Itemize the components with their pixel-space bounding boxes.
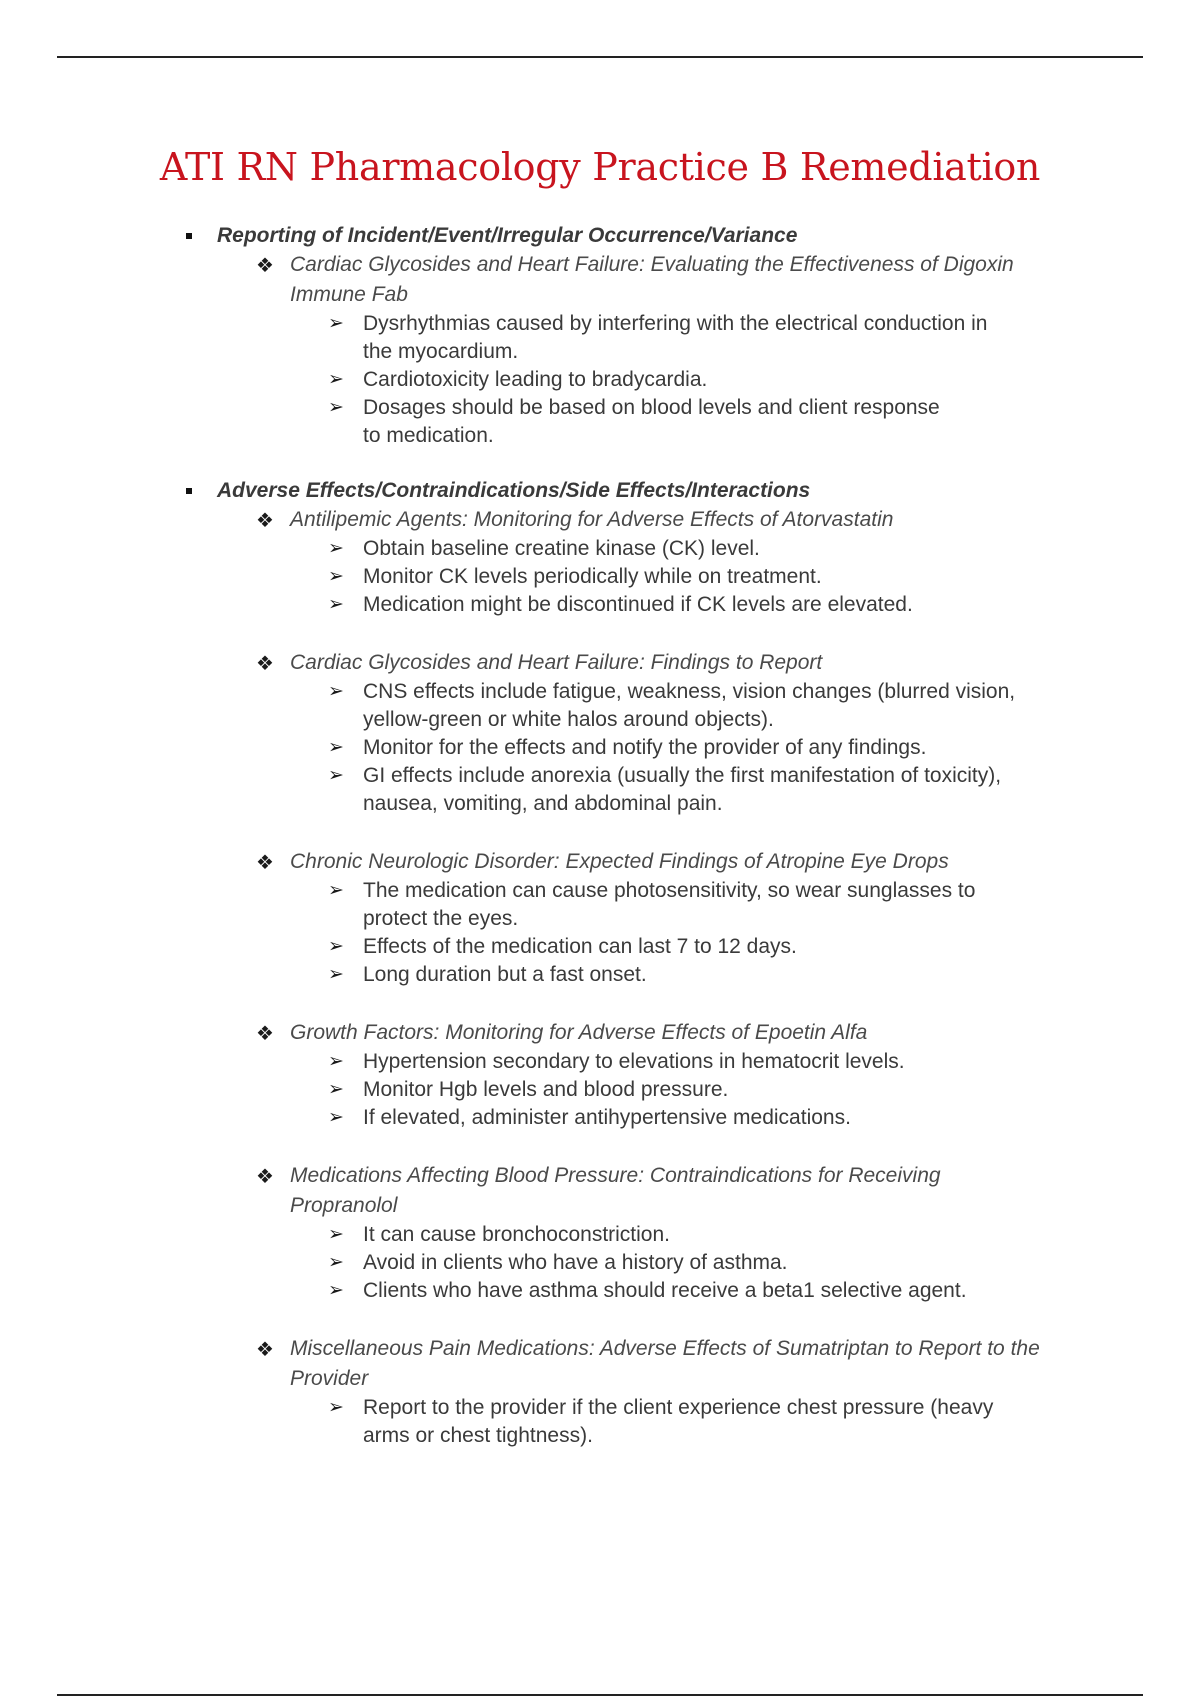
section: [0, 477, 1200, 1450]
list-item: [0, 366, 1200, 394]
list-item-line: CNS effects include fatigue, weakness, vision changes (blurred vision,: [363, 680, 1016, 703]
list-item-line: arms or chest tightness).: [363, 1424, 593, 1447]
arrow-bullet-icon: ➢: [328, 964, 344, 985]
list-item-line: Monitor Hgb levels and blood pressure.: [363, 1078, 729, 1101]
topic: [0, 1018, 1200, 1132]
footer-rule: [57, 1694, 1143, 1696]
arrow-bullet-icon: ➢: [328, 737, 344, 758]
list-item-line: Monitor for the effects and notify the provider of any findings.: [363, 736, 927, 759]
list-item-line: Avoid in clients who have a history of asthma.: [363, 1251, 788, 1274]
list-item-line: If elevated, administer antihypertensive medications.: [363, 1106, 851, 1129]
topic-heading: [0, 648, 1200, 678]
arrow-bullet-icon: ➢: [328, 765, 344, 786]
list-item: [0, 678, 1200, 734]
diamond-bullet-icon: ❖: [256, 1339, 274, 1361]
section-heading-text: Reporting of Incident/Event/Irregular Occurrence/Variance: [217, 224, 798, 247]
topic-heading-line: Antilipemic Agents: Monitoring for Adverse Effects of Atorvastatin: [290, 508, 894, 531]
square-bullet-icon: [186, 233, 192, 239]
arrow-bullet-icon: ➢: [328, 1107, 344, 1128]
topic-heading: [0, 1018, 1200, 1048]
topic-heading-line: Medications Affecting Blood Pressure: Contraindications for Receiving: [290, 1164, 941, 1187]
list-item-line: Clients who have asthma should receive a beta1 selective agent.: [363, 1279, 967, 1302]
arrow-bullet-icon: ➢: [328, 538, 344, 559]
list-item: [0, 310, 1200, 366]
topic-heading-line: Chronic Neurologic Disorder: Expected Findings of Atropine Eye Drops: [290, 850, 949, 873]
list-item-line: It can cause bronchoconstriction.: [363, 1223, 671, 1246]
arrow-bullet-icon: ➢: [328, 1252, 344, 1273]
list-item-line: yellow-green or white halos around objects).: [363, 708, 774, 731]
arrow-bullet-icon: ➢: [328, 936, 344, 957]
section-heading: [0, 222, 1200, 250]
list-item-line: GI effects include anorexia (usually the first manifestation of toxicity),: [363, 764, 1002, 787]
document-body: [0, 222, 1200, 1450]
topic-heading-line: Miscellaneous Pain Medications: Adverse Effects of Sumatriptan to Report to the: [290, 1337, 1040, 1360]
list-item-line: Dosages should be based on blood levels and client response: [363, 396, 940, 419]
diamond-bullet-icon: ❖: [256, 653, 274, 675]
diamond-bullet-icon: ❖: [256, 852, 274, 874]
section-heading-text: Adverse Effects/Contraindications/Side Effects/Interactions: [217, 479, 811, 502]
list-item-line: Effects of the medication can last 7 to 12 days.: [363, 935, 797, 958]
list-item-line: Hypertension secondary to elevations in hematocrit levels.: [363, 1050, 905, 1073]
topic-heading: [0, 1161, 1200, 1221]
diamond-bullet-icon: ❖: [256, 1166, 274, 1188]
diamond-bullet-icon: ❖: [256, 1023, 274, 1045]
list-item-line: to medication.: [363, 424, 494, 447]
topic: [0, 1334, 1200, 1450]
topic-heading-line: Cardiac Glycosides and Heart Failure: Findings to Report: [290, 651, 823, 674]
arrow-bullet-icon: ➢: [328, 1079, 344, 1100]
topic: [0, 250, 1200, 450]
list-item-line: Medication might be discontinued if CK levels are elevated.: [363, 593, 913, 616]
arrow-bullet-icon: ➢: [328, 566, 344, 587]
list-item: [0, 1076, 1200, 1104]
list-item: [0, 535, 1200, 563]
arrow-bullet-icon: ➢: [328, 397, 344, 418]
list-item: [0, 762, 1200, 818]
topic-heading-line: Cardiac Glycosides and Heart Failure: Evaluating the Effectiveness of Digoxin: [290, 253, 1014, 276]
list-item: [0, 933, 1200, 961]
topic-heading-line: Provider: [290, 1367, 369, 1390]
topic-heading: [0, 1334, 1200, 1394]
topic-heading-line: Growth Factors: Monitoring for Adverse Effects of Epoetin Alfa: [290, 1021, 868, 1044]
topic: [0, 648, 1200, 818]
topic-heading-line: Propranolol: [290, 1194, 398, 1217]
list-item-line: Long duration but a fast onset.: [363, 963, 647, 986]
topic: [0, 1161, 1200, 1305]
list-item-line: Cardiotoxicity leading to bradycardia.: [363, 368, 708, 391]
arrow-bullet-icon: ➢: [328, 1051, 344, 1072]
list-item-line: Monitor CK levels periodically while on treatment.: [363, 565, 822, 588]
list-item-line: Dysrhythmias caused by interfering with the electrical conduction in: [363, 312, 988, 335]
arrow-bullet-icon: ➢: [328, 880, 344, 901]
topic-heading: [0, 847, 1200, 877]
arrow-bullet-icon: ➢: [328, 1224, 344, 1245]
arrow-bullet-icon: ➢: [328, 681, 344, 702]
list-item-line: The medication can cause photosensitivity, so wear sunglasses to: [363, 879, 976, 902]
topic-heading-line: Immune Fab: [290, 283, 408, 306]
list-item-line: the myocardium.: [363, 340, 519, 363]
list-item: [0, 1104, 1200, 1132]
list-item-line: protect the eyes.: [363, 907, 519, 930]
diamond-bullet-icon: ❖: [256, 255, 274, 277]
list-item: [0, 1221, 1200, 1249]
list-item: [0, 591, 1200, 619]
topic-heading: [0, 250, 1200, 310]
arrow-bullet-icon: ➢: [328, 313, 344, 334]
list-item: [0, 1394, 1200, 1450]
list-item: [0, 1249, 1200, 1277]
arrow-bullet-icon: ➢: [328, 1280, 344, 1301]
list-item: [0, 1277, 1200, 1305]
topic: [0, 847, 1200, 989]
list-item: [0, 961, 1200, 989]
header-rule: [57, 56, 1143, 58]
list-item: [0, 734, 1200, 762]
diamond-bullet-icon: ❖: [256, 510, 274, 532]
list-item: [0, 394, 1200, 450]
topic: [0, 505, 1200, 619]
arrow-bullet-icon: ➢: [328, 1397, 344, 1418]
list-item-line: Obtain baseline creatine kinase (CK) level.: [363, 537, 760, 560]
list-item-line: Report to the provider if the client experience chest pressure (heavy: [363, 1396, 994, 1419]
square-bullet-icon: [186, 488, 192, 494]
list-item: [0, 1048, 1200, 1076]
section: [0, 222, 1200, 450]
list-item: [0, 877, 1200, 933]
arrow-bullet-icon: ➢: [328, 594, 344, 615]
document-title: ATI RN Pharmacology Practice B Remediation: [159, 145, 1041, 189]
section-heading: [0, 477, 1200, 505]
arrow-bullet-icon: ➢: [328, 369, 344, 390]
list-item-line: nausea, vomiting, and abdominal pain.: [363, 792, 723, 815]
list-item: [0, 563, 1200, 591]
topic-heading: [0, 505, 1200, 535]
